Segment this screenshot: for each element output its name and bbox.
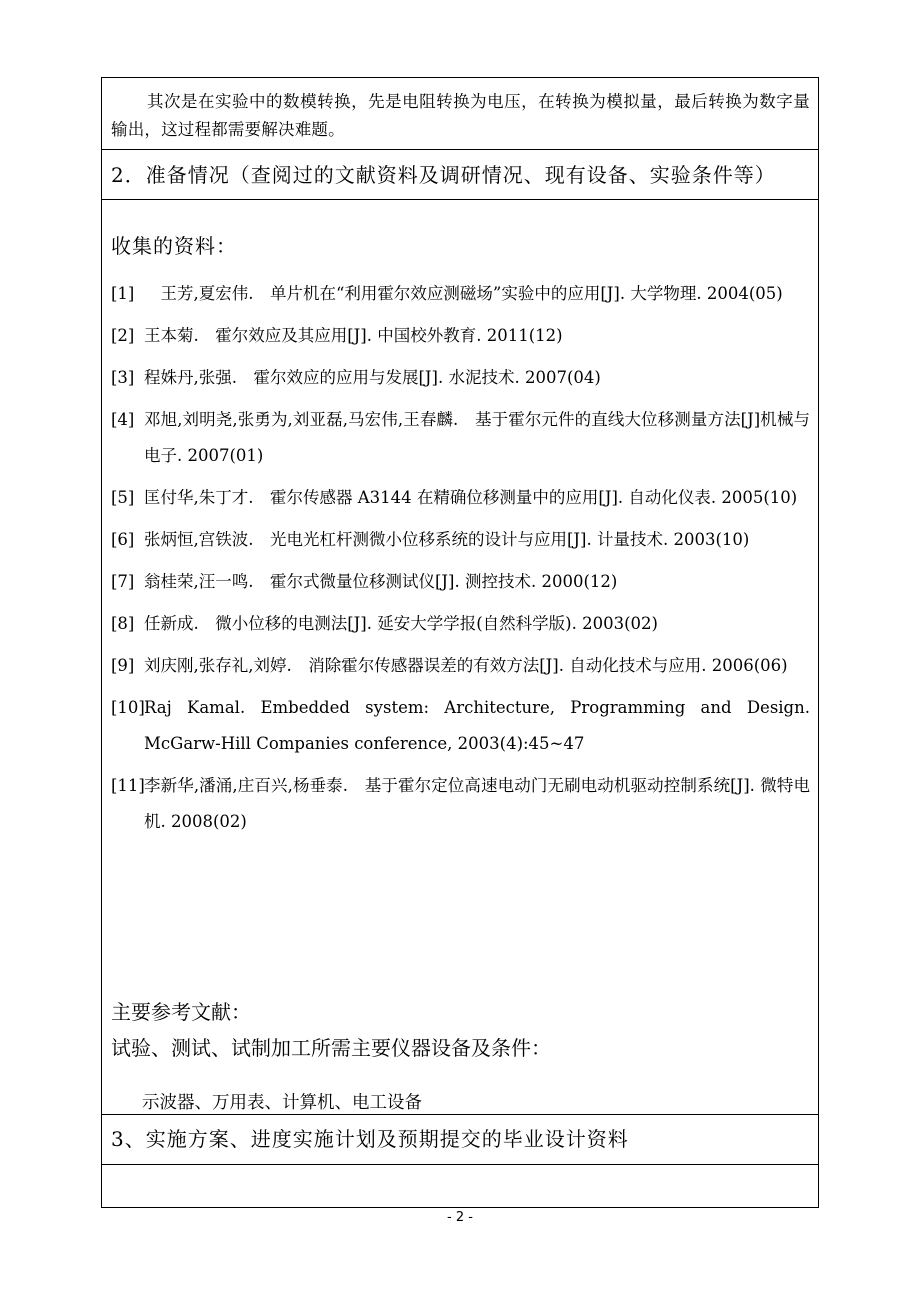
section3-heading: 3、实施方案、进度实施计划及预期提交的毕业设计资料 <box>111 1127 629 1151</box>
reference-list <box>111 276 810 846</box>
row-divider <box>102 1114 818 1115</box>
reference-item: [7] 翁桂荣,汪一鸣. 霍尔式微量位移测试仪[J]. 测控技术. 2000(12) <box>111 572 618 591</box>
reference-item: [1] 王芳,夏宏伟. 单片机在“利用霍尔效应测磁场”实验中的应用[J]. 大学物理. 2004(05) <box>111 284 783 303</box>
reference-item: [10] Raj Kamal. Embedded system: Architecture, Programming and Design. McGarw-Hill Companies conference, 2003(4):45~47 <box>111 698 810 753</box>
reference-item: [8] 任新成. 微小位移的电测法[J]. 延安大学学报(自然科学版). 2003(02) <box>111 614 658 633</box>
reference-item: [5] 匡付华,朱丁才. 霍尔传感器 A3144 在精确位移测量中的应用[J]. 自动化仪表. 2005(10) <box>111 488 798 507</box>
reference-item: [2] 王本菊. 霍尔效应及其应用[J]. 中国校外教育. 2011(12) <box>111 326 563 345</box>
row-divider <box>102 199 818 200</box>
row-divider <box>102 1164 818 1165</box>
document-table <box>101 77 819 1208</box>
reference-item: [6] 张炳恒,宫铁波. 光电光杠杆测微小位移系统的设计与应用[J]. 计量技术. 2003(10) <box>111 530 750 549</box>
reference-item: [11] 李新华,潘涌,庄百兴,杨垂泰. 基于霍尔定位高速电动门无刷电动机驱动控制系统[J]. 微特电机. 2008(02) <box>111 776 810 831</box>
main-references-heading: 主要参考文献： <box>111 1000 251 1024</box>
reference-item: [4] 邓旭,刘明尧,张勇为,刘亚磊,马宏伟,王春麟. 基于霍尔元件的直线大位移测量方法[J]机械与电子. 2007(01) <box>111 410 810 465</box>
reference-item: [9] 刘庆刚,张存礼,刘婷. 消除霍尔传感器误差的有效方法[J]. 自动化技术与应用. 2006(06) <box>111 656 788 675</box>
section2-heading: 2．准备情况（查阅过的文献资料及调研情况、现有设备、实验条件等） <box>111 163 776 187</box>
equipment-list: 示波器、万用表、计算机、电工设备 <box>142 1093 422 1113</box>
page-number: - 2 - <box>447 1210 473 1225</box>
intro-paragraph: 其次是在实验中的数模转换，先是电阻转换为电压，在转换为模拟量，最后转换为数字量输出，这过程都需要解决难题。 <box>111 92 810 139</box>
reference-item: [3] 程姝丹,张强. 霍尔效应的应用与发展[J]. 水泥技术. 2007(04) <box>111 368 601 387</box>
collected-materials-heading: 收集的资料： <box>111 234 237 258</box>
row-divider <box>102 149 818 150</box>
equipment-heading: 试验、测试、试制加工所需主要仪器设备及条件： <box>111 1036 551 1060</box>
